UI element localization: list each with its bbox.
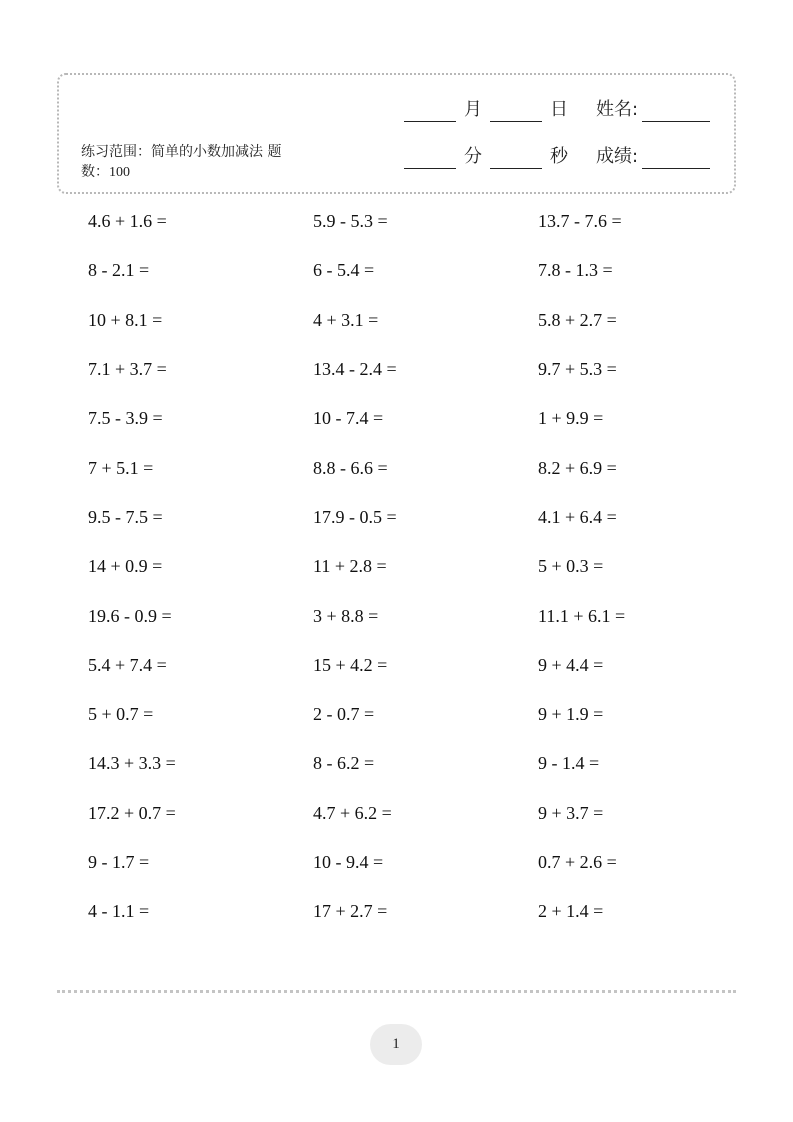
- math-problem: 0.7 + 2.6 =: [538, 852, 617, 872]
- math-problem: 9.5 - 7.5 =: [88, 506, 163, 527]
- score-blank[interactable]: [642, 144, 710, 169]
- math-problem: 9 + 1.9 =: [538, 704, 604, 725]
- second-label: 秒: [550, 146, 568, 167]
- math-problem: 14.3 + 3.3 =: [88, 753, 176, 774]
- math-problem: 4.7 + 6.2 =: [313, 802, 392, 823]
- math-problem: 5.9 - 5.3 =: [313, 211, 388, 232]
- day-blank[interactable]: [490, 97, 542, 122]
- math-problem: 2 - 0.7 =: [313, 704, 375, 725]
- math-problem: 5.4 + 7.4 =: [88, 654, 167, 675]
- math-problem: 5 + 0.3 =: [538, 556, 604, 577]
- math-problem: 11.1 + 6.1 =: [538, 605, 626, 626]
- name-blank[interactable]: [642, 97, 710, 122]
- math-problem: 17.9 - 0.5 =: [313, 506, 397, 527]
- math-problem: 4.1 + 6.4 =: [538, 506, 617, 527]
- minute-blank[interactable]: [404, 144, 456, 169]
- math-problem: 15 + 4.2 =: [313, 654, 388, 675]
- math-problem: 9 + 3.7 =: [538, 802, 604, 823]
- problem-grid: [88, 197, 738, 936]
- practice-range-info: [81, 142, 301, 183]
- math-problem: 7 + 5.1 =: [88, 457, 154, 478]
- math-problem: 17.2 + 0.7 =: [88, 802, 176, 823]
- practice-range-label: 练习范围：简单的小数加减法: [81, 144, 263, 160]
- footer-divider: [57, 990, 736, 993]
- minute-label: 分: [464, 146, 482, 167]
- math-problem: 13.4 - 2.4 =: [313, 359, 397, 380]
- month-blank[interactable]: [404, 97, 456, 122]
- math-problem: 9.7 + 5.3 =: [538, 359, 617, 380]
- math-problem: 7.1 + 3.7 =: [88, 359, 167, 380]
- math-problem: 8.2 + 6.9 =: [538, 457, 617, 478]
- second-blank[interactable]: [490, 144, 542, 169]
- worksheet-header: [57, 73, 736, 194]
- math-problem: 10 + 8.1 =: [88, 309, 163, 330]
- math-problem: 7.8 - 1.3 =: [538, 260, 613, 281]
- math-problem: 9 - 1.4 =: [538, 753, 600, 774]
- name-label: 姓名:: [596, 99, 639, 120]
- month-label: 月: [464, 99, 482, 120]
- math-problem: 2 + 1.4 =: [538, 901, 604, 922]
- question-count-label: 题数：: [81, 144, 282, 180]
- math-problem: 8 - 6.2 =: [313, 753, 375, 774]
- math-problem: 8 - 2.1 =: [88, 260, 150, 281]
- math-problem: 17 + 2.7 =: [313, 901, 388, 922]
- math-problem: 10 - 9.4 =: [313, 852, 384, 872]
- math-problem: 9 + 4.4 =: [538, 654, 604, 675]
- math-problem: 10 - 7.4 =: [313, 408, 384, 429]
- date-name-row: [404, 92, 710, 122]
- math-problem: 7.5 - 3.9 =: [88, 408, 163, 429]
- time-score-row: [404, 139, 710, 169]
- math-problem: 9 - 1.7 =: [88, 852, 150, 872]
- score-label: 成绩:: [596, 146, 639, 167]
- math-problem: 4 - 1.1 =: [88, 901, 150, 922]
- page-number-badge: [370, 1024, 422, 1065]
- math-problem: 3 + 8.8 =: [313, 605, 379, 626]
- math-problem: 4.6 + 1.6 =: [88, 211, 167, 232]
- math-problem: 11 + 2.8 =: [313, 556, 387, 577]
- day-label: 日: [550, 99, 568, 120]
- math-problem: 6 - 5.4 =: [313, 260, 375, 281]
- math-problem: 1 + 9.9 =: [538, 408, 604, 429]
- math-problem: 4 + 3.1 =: [313, 309, 379, 330]
- math-problem: 5.8 + 2.7 =: [538, 309, 617, 330]
- math-problem: 13.7 - 7.6 =: [538, 211, 622, 232]
- math-problem: 5 + 0.7 =: [88, 704, 154, 725]
- page-number: 1: [392, 1036, 400, 1052]
- math-problem: 14 + 0.9 =: [88, 556, 163, 577]
- math-problem: 19.6 - 0.9 =: [88, 605, 172, 626]
- question-count-value: 100: [109, 165, 130, 180]
- math-problem: 8.8 - 6.6 =: [313, 457, 388, 478]
